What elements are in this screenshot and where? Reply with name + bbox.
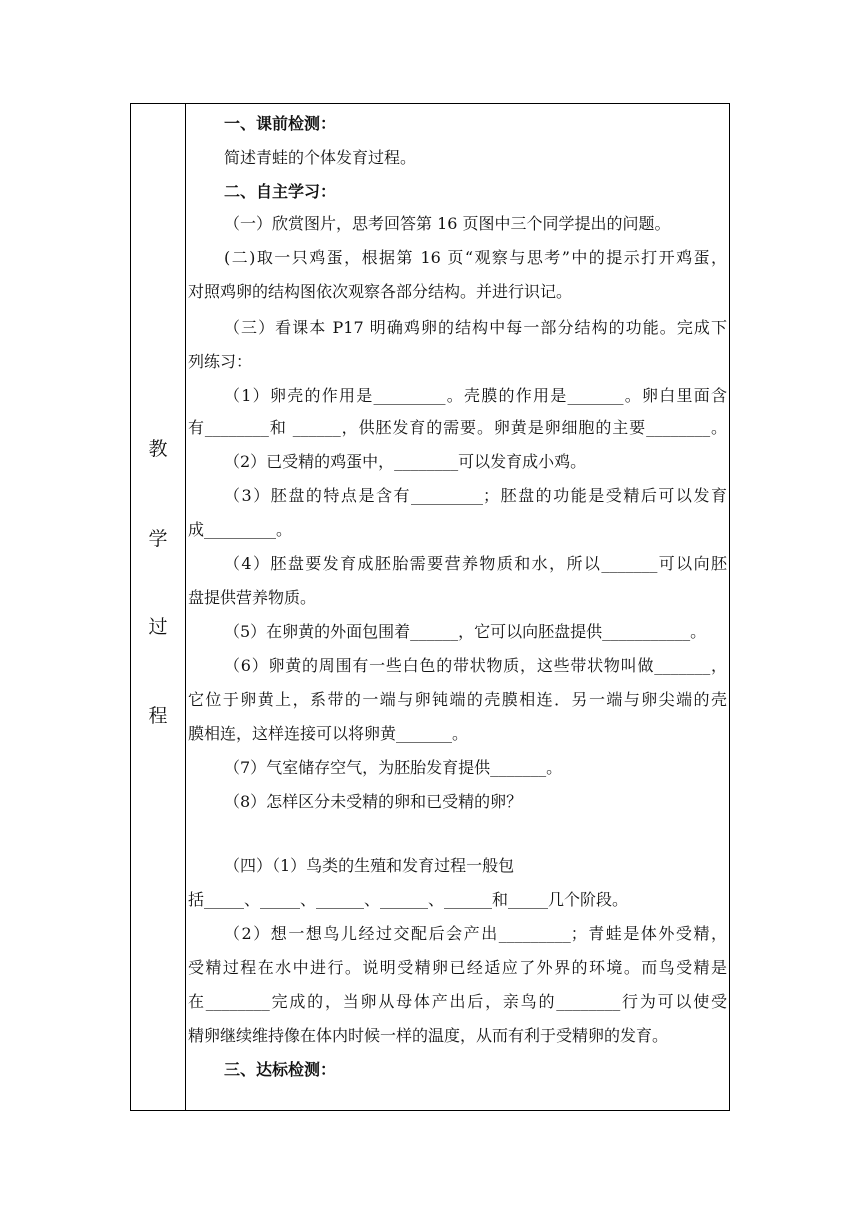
exercise-line: 盘提供营养物质。 — [188, 588, 317, 607]
lesson-table — [130, 103, 730, 1111]
exercise-line: 它位于卵黄上，系带的一端与卵钝端的壳膜相连．另一端与卵尖端的壳 — [188, 690, 727, 709]
section-heading: 二、自主学习： — [224, 182, 337, 201]
exercise-line: 括_____、_____、______、______、______和_____几个阶段。 — [188, 890, 629, 909]
exercise-line: 成_________。 — [188, 520, 293, 539]
exercise-line: 受精过程在水中进行。说明受精卵已经适应了外界的环境。而鸟受精是 — [188, 958, 727, 977]
section-heading: 三、达标检测： — [224, 1060, 337, 1079]
exercise-line: （8）怎样区分未受精的卵和已受精的卵？ — [224, 792, 523, 811]
section-heading: 一、课前检测： — [224, 114, 337, 133]
side-char: 学 — [148, 528, 168, 550]
exercise-line: （4）胚盘要发育成胚胎需要营养物质和水，所以_______可以向胚 — [224, 554, 727, 573]
text-line: (二)取一只鸡蛋，根据第 16 页“观察与思考”中的提示打开鸡蛋， — [224, 248, 727, 267]
exercise-line: （四）（1）鸟类的生殖和发育过程一般包 — [224, 856, 515, 875]
exercise-line: （5）在卵黄的外面包围着______，它可以向胚盘提供___________。 — [224, 622, 707, 641]
exercise-line: （6）卵黄的周围有一些白色的带状物质，这些带状物叫做_______， — [224, 656, 727, 675]
side-char: 程 — [148, 705, 168, 727]
exercise-line: 在________完成的，当卵从母体产出后，亲鸟的________行为可以使受 — [188, 992, 727, 1011]
text-line: 对照鸡卵的结构图依次观察各部分结构。并进行识记。 — [188, 282, 573, 301]
exercise-line: （2）已受精的鸡蛋中，________可以发育成小鸡。 — [224, 452, 587, 471]
exercise-line: 有________和 ______，供胚发育的需要。卵黄是卵细胞的主要________。 — [188, 418, 727, 437]
exercise-line: （3）胚盘的特点是含有_________；胚盘的功能是受精后可以发育 — [224, 486, 727, 505]
column-divider — [185, 104, 186, 1110]
side-char: 过 — [148, 616, 168, 638]
exercise-line: 膜相连，这样连接可以将卵黄_______。 — [188, 724, 469, 743]
exercise-line: （7）气室储存空气，为胚胎发育提供_______。 — [224, 758, 563, 777]
exercise-line: 精卵继续维持像在体内时候一样的温度，从而有利于受精卵的发育。 — [188, 1026, 669, 1045]
text-line: （三）看课本 P17 明确鸡卵的结构中每一部分结构的功能。完成下 — [224, 318, 727, 337]
text-line: 简述青蛙的个体发育过程。 — [224, 148, 417, 167]
text-line: （一）欣赏图片，思考回答第 16 页图中三个同学提出的问题。 — [224, 214, 671, 233]
exercise-line: （1）卵壳的作用是_________。壳膜的作用是_______。卵白里面含 — [224, 386, 727, 405]
exercise-line: （2）想一想鸟儿经过交配后会产出_________；青蛙是体外受精， — [224, 924, 727, 943]
text-line: 列练习： — [188, 352, 253, 371]
side-char: 教 — [148, 438, 168, 460]
